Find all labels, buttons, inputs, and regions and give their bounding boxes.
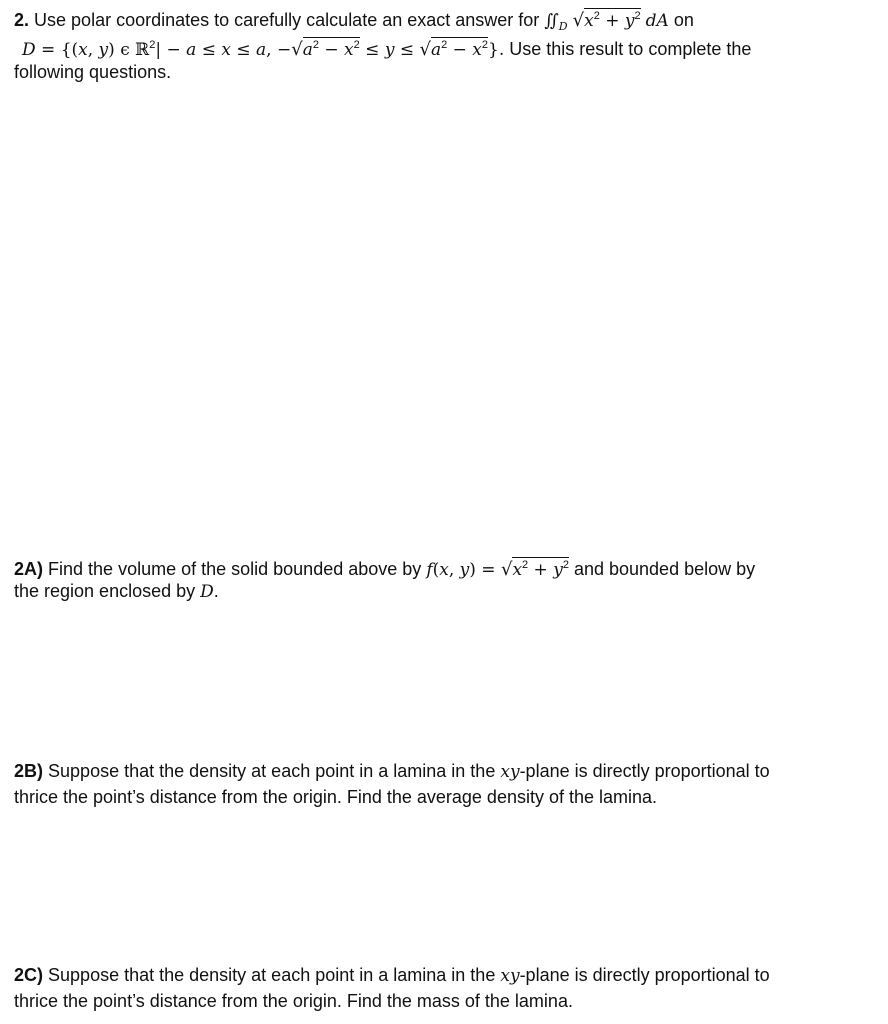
problem-number: 2. [14,10,30,30]
integral-region: D [558,20,568,33]
problem-2-line-3: following questions. [14,62,172,82]
double-integral-symbol: ∬ [544,11,559,31]
part-2a-line-1: 2A) Find the volume of the solid bounded above by f(x, $y) = √x^2 + y^2$ and bounded below by [14,559,756,580]
problem-2-line-2: D = {(x, y) ϵ ℝ$^2$| − a ≤ x ≤ a, $-√a^2 - x^2 \le y \le √a^2 - x^2$}. Use this result to complete the [22,39,752,60]
part-2b-label: 2B) [14,761,44,781]
part-2a-label: 2A) [14,559,44,579]
integrand-radicand: $x^2 + y^2$ [584,10,641,31]
radical-symbol: √ [572,10,585,31]
part-2b-line-1: 2B) Suppose that the density at each point in a lamina in the xy-plane is directly proportional to [14,761,770,782]
problem-2-on: on [673,10,694,30]
part-2a-line-2: the region enclosed by D. [14,581,219,602]
problem-2-continuation: Use this result to complete the [509,39,752,59]
problem-2-text: Use polar coordinates to carefully calculate an exact answer for [34,10,540,30]
part-2b-line-2: thrice the point’s distance from the origin. Find the average density of the lamina. [14,787,658,807]
part-2c-line-2: thrice the point’s distance from the origin. Find the mass of the lamina. [14,991,573,1011]
part-2c-line-1: 2C) Suppose that the density at each point in a lamina in the xy-plane is directly proportional to [14,965,770,986]
part-2c-label: 2C) [14,965,44,985]
differential-dA: dA [645,11,669,31]
